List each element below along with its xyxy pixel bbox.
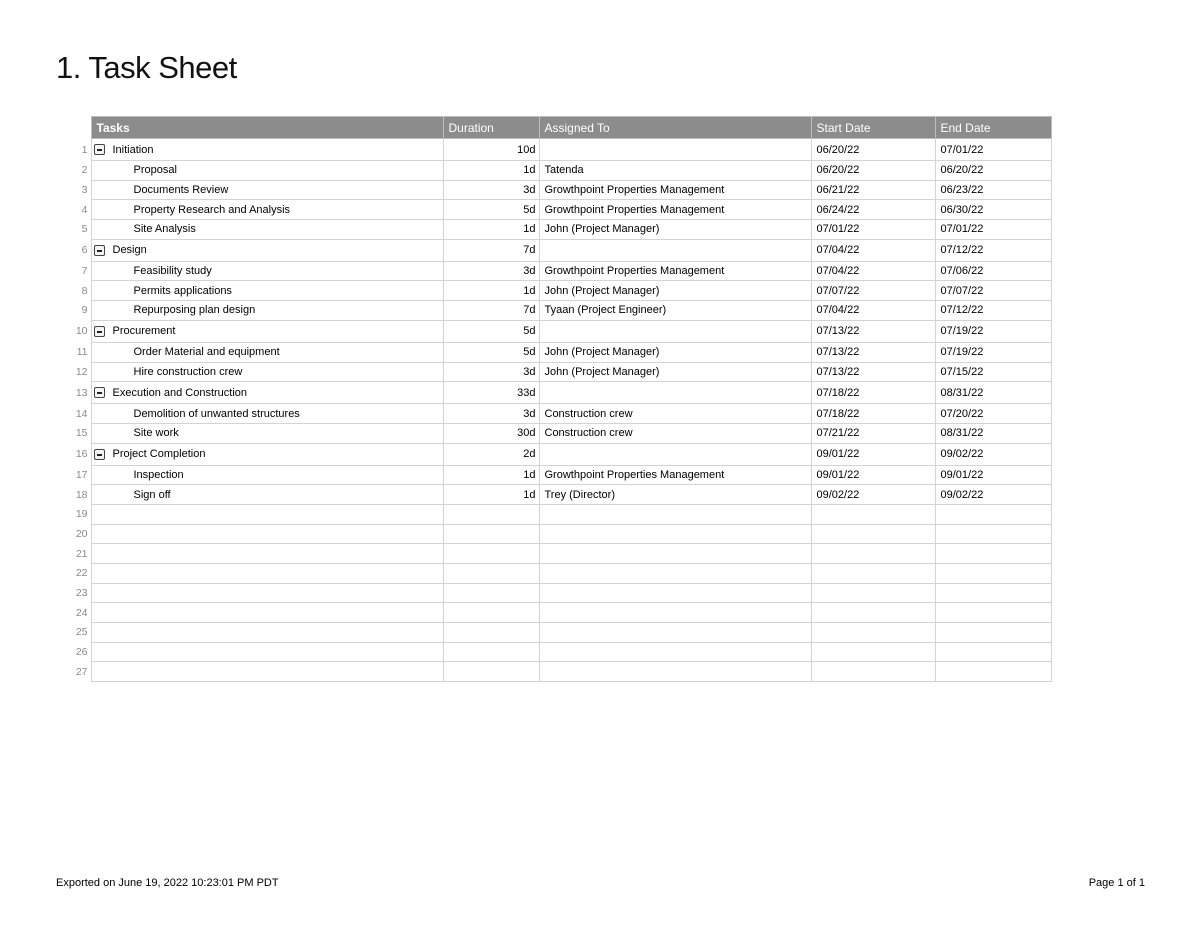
start-date-cell[interactable]: 07/04/22 — [811, 239, 935, 261]
row-number[interactable]: 3 — [68, 180, 91, 200]
task-cell[interactable] — [91, 583, 443, 603]
table-row[interactable] — [68, 544, 1051, 564]
row-number[interactable]: 7 — [68, 261, 91, 281]
table-row[interactable] — [68, 239, 1051, 261]
row-number[interactable]: 2 — [68, 161, 91, 181]
task-cell[interactable] — [91, 504, 443, 524]
assigned-to-cell[interactable]: Growthpoint Properties Management — [539, 200, 811, 220]
duration-cell[interactable]: 3d — [443, 362, 539, 382]
assigned-to-cell[interactable] — [539, 623, 811, 643]
column-header-assigned-to[interactable]: Assigned To — [539, 117, 811, 139]
task-cell[interactable] — [91, 443, 443, 465]
duration-cell[interactable]: 5d — [443, 200, 539, 220]
duration-cell[interactable]: 7d — [443, 239, 539, 261]
end-date-cell[interactable]: 06/30/22 — [935, 200, 1051, 220]
assigned-to-cell[interactable] — [539, 139, 811, 161]
table-row[interactable] — [68, 301, 1051, 321]
table-row[interactable] — [68, 382, 1051, 404]
task-name: Property Research and Analysis — [133, 203, 291, 216]
start-date-cell[interactable]: 07/04/22 — [811, 261, 935, 281]
start-date-cell[interactable] — [811, 544, 935, 564]
task-cell[interactable] — [91, 662, 443, 682]
column-header-start-date[interactable]: Start Date — [811, 117, 935, 139]
task-cell[interactable] — [91, 362, 443, 382]
start-date-cell[interactable]: 09/01/22 — [811, 465, 935, 485]
duration-cell[interactable]: 1d — [443, 465, 539, 485]
task-cell[interactable] — [91, 220, 443, 240]
task-cell[interactable] — [91, 342, 443, 362]
end-date-cell[interactable]: 07/12/22 — [935, 301, 1051, 321]
duration-cell[interactable]: 33d — [443, 382, 539, 404]
assigned-to-cell[interactable]: John (Project Manager) — [539, 362, 811, 382]
start-date-cell[interactable] — [811, 504, 935, 524]
task-name: Inspection — [133, 468, 184, 481]
row-number[interactable]: 23 — [68, 583, 91, 603]
collapse-icon[interactable] — [94, 387, 105, 398]
duration-cell[interactable]: 1d — [443, 485, 539, 505]
assigned-to-cell[interactable] — [539, 564, 811, 584]
task-cell[interactable] — [91, 382, 443, 404]
row-number[interactable]: 27 — [68, 662, 91, 682]
task-cell[interactable] — [91, 261, 443, 281]
duration-cell[interactable] — [443, 504, 539, 524]
table-row[interactable] — [68, 139, 1051, 161]
collapse-icon[interactable] — [94, 144, 105, 155]
task-name: Demolition of unwanted structures — [133, 407, 300, 420]
end-date-cell[interactable]: 07/01/22 — [935, 220, 1051, 240]
start-date-cell[interactable]: 09/02/22 — [811, 485, 935, 505]
start-date-cell[interactable] — [811, 524, 935, 544]
assigned-to-cell[interactable]: Growthpoint Properties Management — [539, 465, 811, 485]
end-date-cell[interactable]: 06/20/22 — [935, 161, 1051, 181]
task-name: Documents Review — [133, 184, 229, 197]
table-row[interactable] — [68, 504, 1051, 524]
table-row[interactable] — [68, 465, 1051, 485]
assigned-to-cell[interactable] — [539, 642, 811, 662]
row-number[interactable]: 6 — [68, 239, 91, 261]
assigned-to-cell[interactable]: John (Project Manager) — [539, 342, 811, 362]
row-number[interactable]: 22 — [68, 564, 91, 584]
start-date-cell[interactable] — [811, 662, 935, 682]
table-row[interactable] — [68, 320, 1051, 342]
end-date-cell[interactable] — [935, 642, 1051, 662]
task-name: Order Material and equipment — [133, 346, 280, 359]
start-date-cell[interactable]: 07/01/22 — [811, 220, 935, 240]
end-date-cell[interactable]: 07/19/22 — [935, 320, 1051, 342]
assigned-to-cell[interactable]: Tatenda — [539, 161, 811, 181]
end-date-cell[interactable]: 07/06/22 — [935, 261, 1051, 281]
header-row — [68, 117, 1051, 139]
table-row[interactable] — [68, 342, 1051, 362]
table-row[interactable] — [68, 583, 1051, 603]
end-date-cell[interactable]: 07/01/22 — [935, 139, 1051, 161]
duration-cell[interactable]: 10d — [443, 139, 539, 161]
task-cell[interactable] — [91, 623, 443, 643]
page-title: 1. Task Sheet — [56, 50, 237, 85]
start-date-cell[interactable]: 06/24/22 — [811, 200, 935, 220]
end-date-cell[interactable]: 07/12/22 — [935, 239, 1051, 261]
task-name: Design — [112, 244, 147, 257]
task-name: Hire construction crew — [133, 365, 243, 378]
collapse-icon[interactable] — [94, 245, 105, 256]
task-cell[interactable] — [91, 485, 443, 505]
export-timestamp: Exported on June 19, 2022 10:23:01 PM PDT — [56, 877, 279, 889]
assigned-to-cell[interactable] — [539, 544, 811, 564]
start-date-cell[interactable]: 07/13/22 — [811, 342, 935, 362]
task-cell[interactable] — [91, 139, 443, 161]
start-date-cell[interactable]: 06/21/22 — [811, 180, 935, 200]
duration-cell[interactable] — [443, 524, 539, 544]
end-date-cell[interactable] — [935, 504, 1051, 524]
table-row[interactable] — [68, 662, 1051, 682]
table-row[interactable] — [68, 524, 1051, 544]
table-row[interactable] — [68, 362, 1051, 382]
task-name: Execution and Construction — [112, 386, 248, 399]
start-date-cell[interactable]: 07/04/22 — [811, 301, 935, 321]
row-number[interactable]: 12 — [68, 362, 91, 382]
end-date-cell[interactable] — [935, 564, 1051, 584]
task-cell[interactable] — [91, 180, 443, 200]
task-cell[interactable] — [91, 642, 443, 662]
task-cell[interactable] — [91, 603, 443, 623]
column-header-end-date[interactable]: End Date — [935, 117, 1051, 139]
end-date-cell[interactable] — [935, 662, 1051, 682]
table-row[interactable] — [68, 404, 1051, 424]
table-body — [68, 139, 1051, 682]
task-name: Site work — [133, 427, 179, 440]
duration-cell[interactable]: 1d — [443, 161, 539, 181]
duration-cell[interactable]: 2d — [443, 443, 539, 465]
end-date-cell[interactable]: 08/31/22 — [935, 423, 1051, 443]
end-date-cell[interactable]: 07/20/22 — [935, 404, 1051, 424]
task-name: Procurement — [112, 325, 176, 338]
table-row[interactable] — [68, 623, 1051, 643]
duration-cell[interactable]: 7d — [443, 301, 539, 321]
start-date-cell[interactable]: 07/21/22 — [811, 423, 935, 443]
row-number[interactable]: 15 — [68, 423, 91, 443]
end-date-cell[interactable]: 09/02/22 — [935, 485, 1051, 505]
end-date-cell[interactable]: 07/15/22 — [935, 362, 1051, 382]
start-date-cell[interactable]: 06/20/22 — [811, 139, 935, 161]
row-number[interactable]: 8 — [68, 281, 91, 301]
task-cell[interactable] — [91, 524, 443, 544]
start-date-cell[interactable]: 07/07/22 — [811, 281, 935, 301]
assigned-to-cell[interactable] — [539, 583, 811, 603]
duration-cell[interactable]: 1d — [443, 220, 539, 240]
end-date-cell[interactable] — [935, 623, 1051, 643]
row-number[interactable]: 24 — [68, 603, 91, 623]
duration-cell[interactable] — [443, 642, 539, 662]
end-date-cell[interactable] — [935, 603, 1051, 623]
duration-cell[interactable]: 3d — [443, 404, 539, 424]
assigned-to-cell[interactable] — [539, 504, 811, 524]
assigned-to-cell[interactable] — [539, 239, 811, 261]
row-number[interactable]: 20 — [68, 524, 91, 544]
start-date-cell[interactable]: 06/20/22 — [811, 161, 935, 181]
start-date-cell[interactable]: 09/01/22 — [811, 443, 935, 465]
task-name: Permits applications — [133, 284, 232, 297]
assigned-to-cell[interactable] — [539, 382, 811, 404]
assigned-to-cell[interactable] — [539, 603, 811, 623]
duration-cell[interactable] — [443, 583, 539, 603]
duration-cell[interactable] — [443, 623, 539, 643]
end-date-cell[interactable]: 07/19/22 — [935, 342, 1051, 362]
start-date-cell[interactable] — [811, 583, 935, 603]
row-number[interactable]: 26 — [68, 642, 91, 662]
duration-cell[interactable]: 3d — [443, 180, 539, 200]
assigned-to-cell[interactable] — [539, 524, 811, 544]
task-name: Feasibility study — [133, 265, 212, 278]
start-date-cell[interactable] — [811, 642, 935, 662]
end-date-cell[interactable]: 06/23/22 — [935, 180, 1051, 200]
duration-cell[interactable]: 1d — [443, 281, 539, 301]
task-name: Proposal — [133, 164, 177, 177]
end-date-cell[interactable]: 09/01/22 — [935, 465, 1051, 485]
row-number[interactable]: 13 — [68, 382, 91, 404]
start-date-cell[interactable]: 07/13/22 — [811, 362, 935, 382]
row-number[interactable]: 18 — [68, 485, 91, 505]
end-date-cell[interactable]: 09/02/22 — [935, 443, 1051, 465]
row-number[interactable]: 5 — [68, 220, 91, 240]
task-cell[interactable] — [91, 564, 443, 584]
task-cell[interactable] — [91, 239, 443, 261]
row-number[interactable]: 25 — [68, 623, 91, 643]
end-date-cell[interactable] — [935, 544, 1051, 564]
table-row[interactable] — [68, 443, 1051, 465]
duration-cell[interactable] — [443, 564, 539, 584]
assigned-to-cell[interactable]: Construction crew — [539, 404, 811, 424]
start-date-cell[interactable]: 07/18/22 — [811, 382, 935, 404]
end-date-cell[interactable]: 08/31/22 — [935, 382, 1051, 404]
duration-cell[interactable]: 3d — [443, 261, 539, 281]
table-row[interactable] — [68, 200, 1051, 220]
row-number[interactable]: 19 — [68, 504, 91, 524]
table-row[interactable] — [68, 161, 1051, 181]
end-date-cell[interactable] — [935, 524, 1051, 544]
task-sheet-table — [68, 116, 1052, 682]
assigned-to-cell[interactable]: Trey (Director) — [539, 485, 811, 505]
duration-cell[interactable]: 5d — [443, 342, 539, 362]
assigned-to-cell[interactable] — [539, 320, 811, 342]
task-cell[interactable] — [91, 281, 443, 301]
table-row[interactable] — [68, 564, 1051, 584]
assigned-to-cell[interactable] — [539, 443, 811, 465]
table-row[interactable] — [68, 642, 1051, 662]
row-number[interactable]: 14 — [68, 404, 91, 424]
column-header-duration[interactable]: Duration — [443, 117, 539, 139]
task-name: Initiation — [112, 143, 154, 156]
assigned-to-cell[interactable] — [539, 662, 811, 682]
task-name: Sign off — [133, 488, 171, 501]
row-number[interactable]: 11 — [68, 342, 91, 362]
assigned-to-cell[interactable]: Growthpoint Properties Management — [539, 180, 811, 200]
duration-cell[interactable] — [443, 603, 539, 623]
collapse-icon[interactable] — [94, 326, 105, 337]
table-row[interactable] — [68, 180, 1051, 200]
start-date-cell[interactable]: 07/13/22 — [811, 320, 935, 342]
row-number[interactable]: 10 — [68, 320, 91, 342]
page-number: Page 1 of 1 — [1088, 877, 1145, 889]
start-date-cell[interactable] — [811, 623, 935, 643]
assigned-to-cell[interactable]: John (Project Manager) — [539, 220, 811, 240]
duration-cell[interactable]: 30d — [443, 423, 539, 443]
task-cell[interactable] — [91, 301, 443, 321]
row-number-header — [68, 117, 91, 139]
start-date-cell[interactable] — [811, 603, 935, 623]
row-number[interactable]: 21 — [68, 544, 91, 564]
table-row[interactable] — [68, 220, 1051, 240]
assigned-to-cell[interactable]: Construction crew — [539, 423, 811, 443]
column-header-tasks[interactable]: Tasks — [91, 117, 443, 139]
duration-cell[interactable] — [443, 544, 539, 564]
table-row[interactable] — [68, 423, 1051, 443]
duration-cell[interactable] — [443, 662, 539, 682]
row-number[interactable]: 17 — [68, 465, 91, 485]
end-date-cell[interactable] — [935, 583, 1051, 603]
start-date-cell[interactable]: 07/18/22 — [811, 404, 935, 424]
assigned-to-cell[interactable]: Tyaan (Project Engineer) — [539, 301, 811, 321]
table-row[interactable] — [68, 485, 1051, 505]
task-name: Project Completion — [112, 448, 206, 461]
table-row[interactable] — [68, 603, 1051, 623]
row-number[interactable]: 16 — [68, 443, 91, 465]
task-name: Site Analysis — [133, 223, 196, 236]
task-cell[interactable] — [91, 200, 443, 220]
row-number[interactable]: 9 — [68, 301, 91, 321]
task-name: Repurposing plan design — [133, 304, 256, 317]
task-cell[interactable] — [91, 161, 443, 181]
task-cell[interactable] — [91, 423, 443, 443]
duration-cell[interactable]: 5d — [443, 320, 539, 342]
task-cell[interactable] — [91, 320, 443, 342]
row-number[interactable]: 1 — [68, 139, 91, 161]
table-row[interactable] — [68, 281, 1051, 301]
row-number[interactable]: 4 — [68, 200, 91, 220]
task-cell[interactable] — [91, 465, 443, 485]
end-date-cell[interactable]: 07/07/22 — [935, 281, 1051, 301]
task-cell[interactable] — [91, 544, 443, 564]
collapse-icon[interactable] — [94, 449, 105, 460]
task-cell[interactable] — [91, 404, 443, 424]
start-date-cell[interactable] — [811, 564, 935, 584]
table-row[interactable] — [68, 261, 1051, 281]
assigned-to-cell[interactable]: Growthpoint Properties Management — [539, 261, 811, 281]
assigned-to-cell[interactable]: John (Project Manager) — [539, 281, 811, 301]
